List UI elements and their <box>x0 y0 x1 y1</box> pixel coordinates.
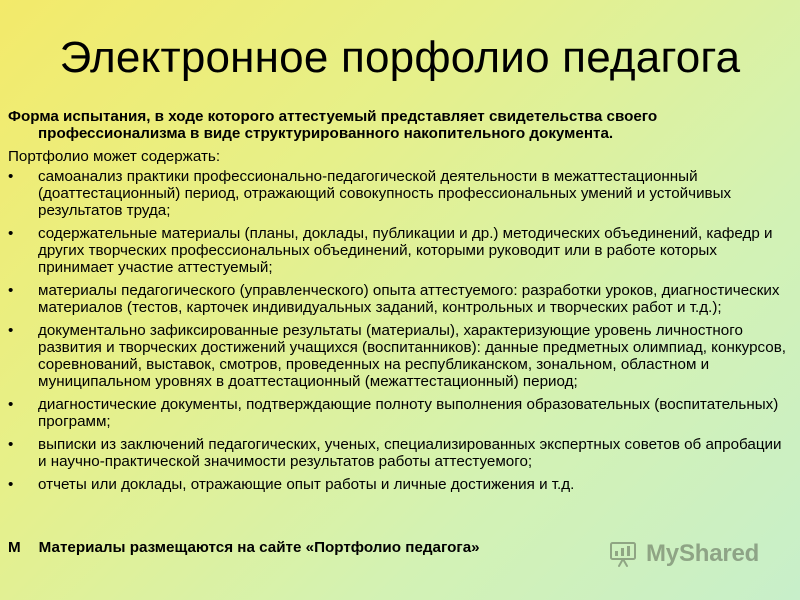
footer-text: Материалы размещаются на сайте «Портфолио педагога» <box>38 539 480 556</box>
list-item: • содержательные материалы (планы, доклады, публикации и др.) методических объединений, кафедр и других творческих профессиональных объединений, которыми руководит или в работе которых принимает участие аттестуемый; <box>8 225 792 276</box>
bullet-list <box>8 168 792 493</box>
page-title: Электронное порфолио педагога <box>59 33 741 82</box>
watermark <box>608 535 768 573</box>
list-item: • выписки из заключений педагогических, ученых, специализированных экспертных советов об апробации и научно-практической значимости результатов работы аттестуемого; <box>8 436 792 470</box>
presentation-board-icon <box>608 539 638 569</box>
footer-marker: М <box>8 539 21 556</box>
list-item: • материалы педагогического (управленческого) опыта аттестуемого: разработки уроков, диагностических материалов (тестов, карточек индивидуальных заданий, контрольных и творческих работ и т.д.); <box>8 282 792 316</box>
list-item: • документально зафиксированные результаты (материалы), характеризующие уровень личностного развития и творческих достижений учащихся (воспитанников): данные предметных олимпиад, конкурсов, соревнований, выставок, смотров, проведенных на республиканском, зональном, областном и муниципальном уровнях в доаттестационный (межаттестационный) период; <box>8 322 792 390</box>
content-block <box>8 108 792 499</box>
intro-text: Форма испытания, в ходе которого аттестуемый представляет свидетельства своего профессионализма в виде структурированного накопительного документа. <box>8 108 658 143</box>
list-item: • диагностические документы, подтверждающие полноту выполнения образовательных (воспитательных) программ; <box>8 396 792 430</box>
footer-note <box>8 539 628 556</box>
list-item: • самоанализ практики профессионально-педагогической деятельности в межаттестационный (доаттестационный) период, отражающий совокупность профессиональных умений и устойчивых результатов труда; <box>8 168 792 219</box>
list-item: • отчеты или доклады, отражающие опыт работы и личные достижения и т.д. <box>8 476 792 493</box>
watermark-text: MyShared <box>646 540 760 567</box>
lead-text: Портфолио может содержать: <box>8 148 221 166</box>
